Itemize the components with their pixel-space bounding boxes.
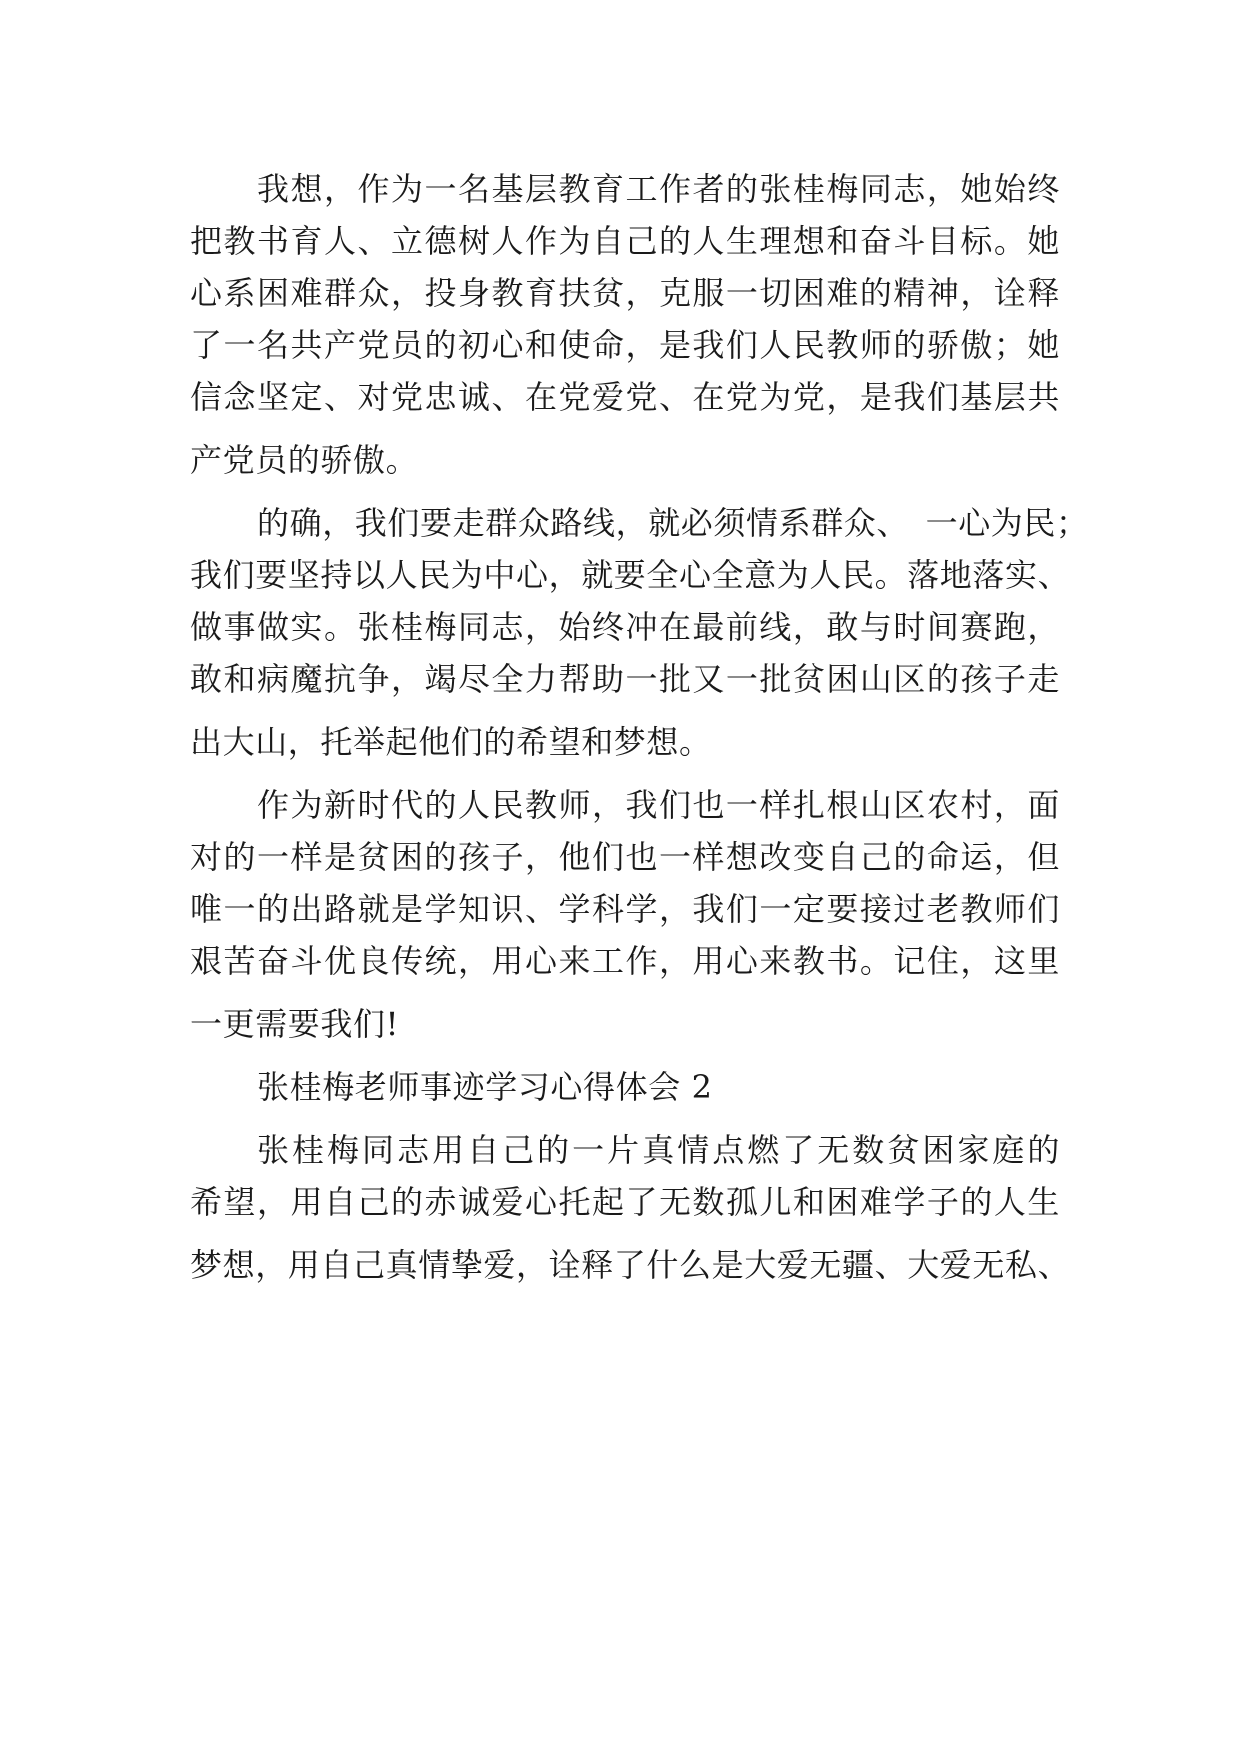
paragraph-4 xyxy=(190,1124,1071,1291)
paragraph-1 xyxy=(190,163,1060,486)
paragraph-line: 敢和病魔抗争，竭尽全力帮助一批又一批贫困山区的孩子走 xyxy=(190,660,1060,698)
paragraph-line: 信念坚定、对党忠诚、在党爱党、在党为党，是我们基层共 xyxy=(190,378,1060,416)
paragraph-line: 的确，我们要走群众路线，就必须情系群众、 一心为民； xyxy=(257,504,1089,542)
paragraph-line: 唯一的出路就是学知识、学科学，我们一定要接过老教师们 xyxy=(190,890,1060,928)
paragraph-line: 张桂梅同志用自己的一片真情点燃了无数贫困家庭的 xyxy=(257,1131,1060,1169)
section-heading xyxy=(190,1061,1060,1113)
paragraph-line: 作为新时代的人民教师，我们也一样扎根山区农村，面 xyxy=(257,786,1060,824)
paragraph-2 xyxy=(190,497,1089,768)
paragraph-line: 对的一样是贫困的孩子，他们也一样想改变自己的命运，但 xyxy=(190,838,1060,876)
section-heading-text: 张桂梅老师事迹学习心得体会 2 xyxy=(257,1068,713,1106)
document-body xyxy=(190,163,1089,1291)
paragraph-line: 心系困难群众，投身教育扶贫，克服一切困难的精神，诠释 xyxy=(190,274,1060,312)
paragraph-line: 我想，作为一名基层教育工作者的张桂梅同志，她始终 xyxy=(257,170,1060,208)
paragraph-line: 希望，用自己的赤诚爱心托起了无数孤儿和困难学子的人生 xyxy=(190,1183,1060,1221)
paragraph-line: 把教书育人、立德树人作为自己的人生理想和奋斗目标。她 xyxy=(190,222,1060,260)
paragraph-line: 出大山，托举起他们的希望和梦想。 xyxy=(190,723,712,761)
paragraph-line: 产党员的骄傲。 xyxy=(190,441,419,479)
paragraph-line: 梦想，用自己真情挚爱，诠释了什么是大爱无疆、大爱无私、 xyxy=(190,1246,1071,1284)
paragraph-3 xyxy=(190,779,1060,1050)
paragraph-line: 我们要坚持以人民为中心，就要全心全意为人民。落地落实、 xyxy=(190,556,1071,594)
paragraph-line: 做事做实。张桂梅同志，始终冲在最前线，敢与时间赛跑， xyxy=(190,608,1060,646)
paragraph-line: 艰苦奋斗优良传统，用心来工作，用心来教书。记住，这里 xyxy=(190,942,1060,980)
paragraph-line: 了一名共产党员的初心和使命，是我们人民教师的骄傲；她 xyxy=(190,326,1060,364)
paragraph-line: 一更需要我们! xyxy=(190,1005,400,1043)
